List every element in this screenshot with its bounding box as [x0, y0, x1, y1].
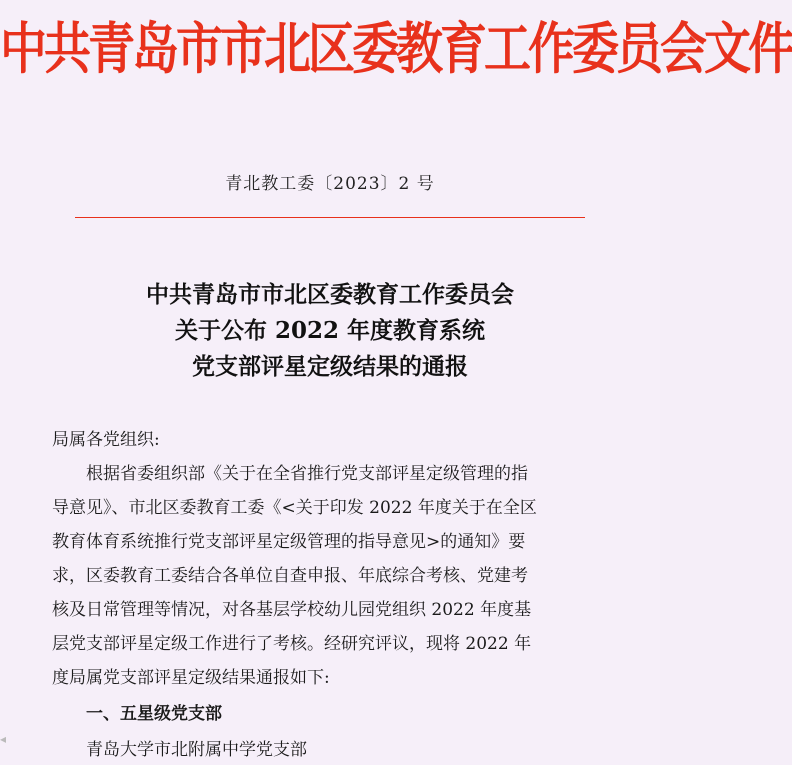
- notice-title-line-3: 党支部评星定级结果的通报: [192, 353, 468, 380]
- masthead-title: 中共青岛市市北区委教育工作委员会文件: [0, 17, 792, 83]
- page-edge-marker: ◂: [0, 732, 7, 746]
- body-paragraph-line: 求，区委教育工委结合各单位自查申报、年底综合考核、党建考: [52, 566, 528, 586]
- body-paragraph-line: 层党支部评星定级工作进行了考核。经研究评议，现将 2022 年: [52, 634, 532, 654]
- body-paragraph-line: 核及日常管理等情况，对各基层学校幼儿园党组织 2022 年度基: [52, 600, 532, 620]
- body-paragraph-line: 导意见》、市北区委教育工委《<关于印发 2022 年度关于在全区: [52, 498, 537, 518]
- salutation: 局属各党组织:: [52, 430, 160, 450]
- document-number: 青北教工委〔2023〕2 号: [225, 174, 435, 194]
- list-item: 青岛大学市北附属中学党支部: [86, 740, 307, 760]
- section-heading-five-star: 一、五星级党支部: [86, 704, 222, 724]
- body-paragraph-line: 度局属党支部评星定级结果通报如下:: [52, 668, 330, 688]
- notice-title-line-2: 关于公布 2022 年度教育系统: [174, 317, 486, 344]
- red-divider-line: [75, 217, 585, 218]
- body-paragraph-line: 教育体育系统推行党支部评星定级管理的指导意见>的通知》要: [52, 532, 526, 552]
- body-paragraph-line: 根据省委组织部《关于在全省推行党支部评星定级管理的指: [86, 464, 528, 484]
- notice-title-line-1: 中共青岛市市北区委教育工作委员会: [146, 281, 514, 308]
